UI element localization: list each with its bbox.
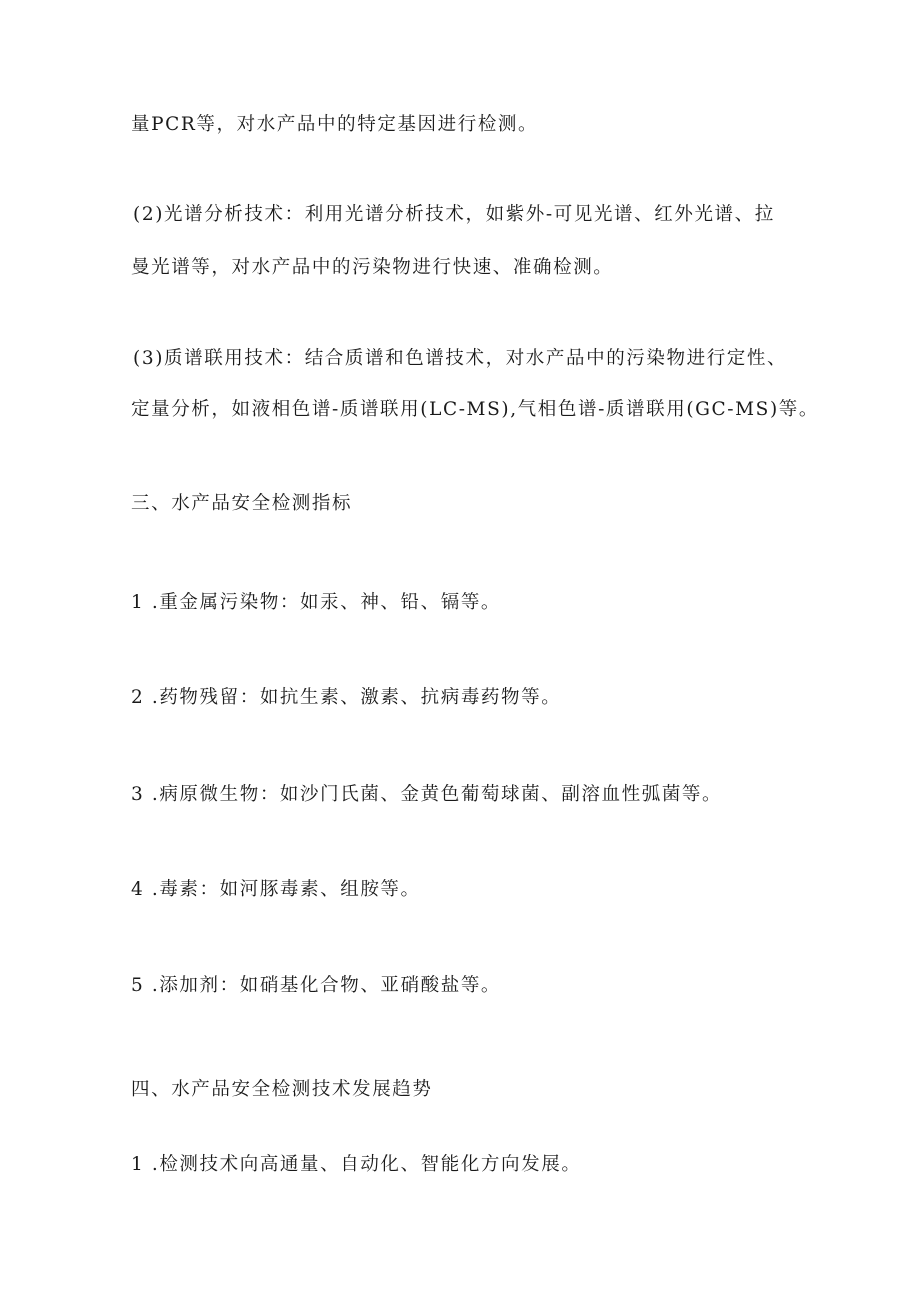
section-3-heading: 三、水产品安全检测指标	[131, 493, 353, 514]
item-2-line-2: 曼光谱等，对水产品中的污染物进行快速、准确检测。	[131, 257, 614, 278]
indicator-item: 1 .重金属污染物：如汞、神、铅、镉等。	[131, 592, 502, 613]
trend-item: 1 .检测技术向高通量、自动化、智能化方向发展。	[131, 1154, 582, 1175]
indicator-item: 2 .药物残留：如抗生素、激素、抗病毒药物等。	[131, 687, 562, 708]
paragraph-pcr-continuation: 量PCR等，对水产品中的特定基因进行检测。	[131, 114, 539, 135]
item-3-line-1: (3)质谱联用技术：结合质谱和色谱技术，对水产品中的污染物进行定性、	[133, 348, 788, 369]
section-4-heading: 四、水产品安全检测技术发展趋势	[131, 1079, 433, 1100]
item-2-line-1: (2)光谱分析技术：利用光谱分析技术，如紫外-可见光谱、红外光谱、拉	[133, 204, 775, 225]
indicator-item: 3 .病原微生物：如沙门氏菌、金黄色葡萄球菌、副溶血性弧菌等。	[131, 784, 723, 805]
indicator-item: 5 .添加剂：如硝基化合物、亚硝酸盐等。	[131, 975, 502, 996]
item-3-line-2: 定量分析，如液相色谱-质谱联用(LC-MS),气相色谱-质谱联用(GC-MS)等。	[131, 399, 819, 420]
indicator-item: 4 .毒素：如河豚毒素、组胺等。	[131, 879, 421, 900]
